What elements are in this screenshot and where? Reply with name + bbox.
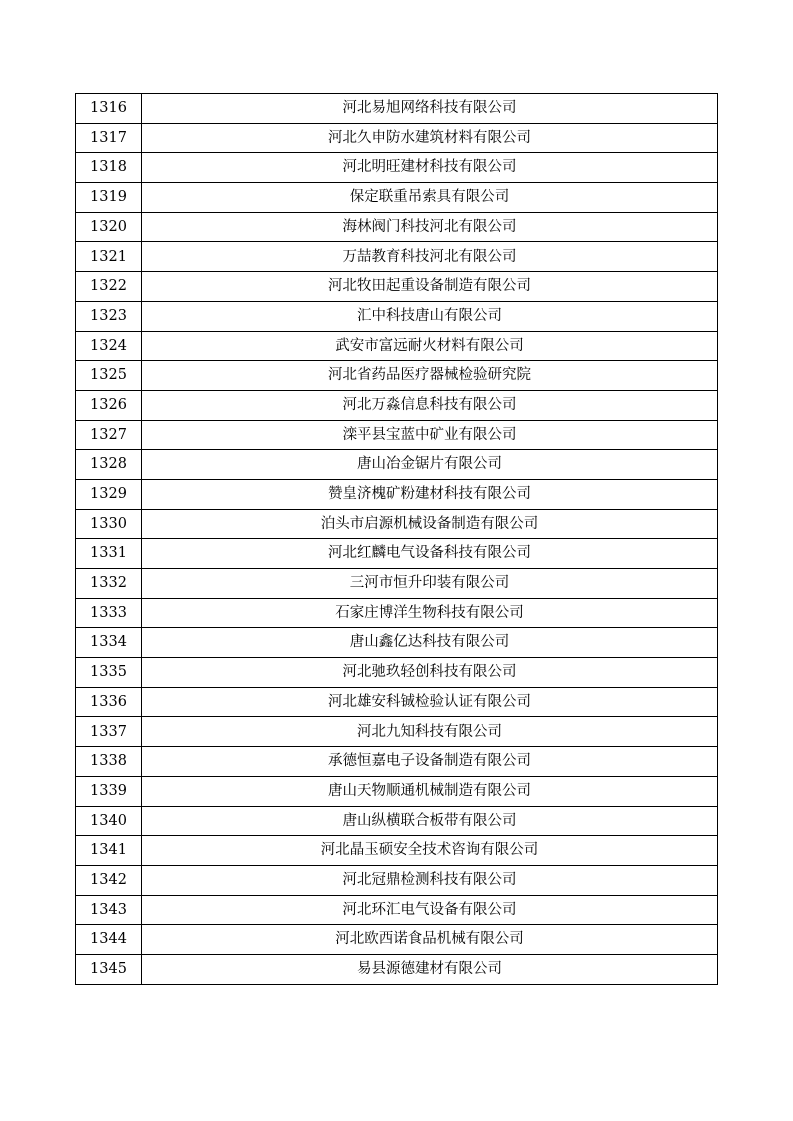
company-name: 赞皇济槐矿粉建材科技有限公司 <box>142 479 718 509</box>
company-name: 三河市恒升印装有限公司 <box>142 569 718 599</box>
table-row <box>76 509 718 539</box>
row-number: 1328 <box>76 450 142 480</box>
row-number: 1323 <box>76 301 142 331</box>
table-row <box>76 331 718 361</box>
company-name: 石家庄博洋生物科技有限公司 <box>142 598 718 628</box>
table-body <box>76 94 718 985</box>
table-row <box>76 212 718 242</box>
table-row <box>76 183 718 213</box>
table-row <box>76 390 718 420</box>
table-row <box>76 272 718 302</box>
table-row <box>76 954 718 984</box>
row-number: 1327 <box>76 420 142 450</box>
row-number: 1333 <box>76 598 142 628</box>
company-name: 河北雄安科铖检验认证有限公司 <box>142 687 718 717</box>
table-row <box>76 628 718 658</box>
table-row <box>76 806 718 836</box>
table-row <box>76 569 718 599</box>
company-name: 河北易旭网络科技有限公司 <box>142 94 718 124</box>
company-name: 保定联重吊索具有限公司 <box>142 183 718 213</box>
table-row <box>76 865 718 895</box>
table-row <box>76 123 718 153</box>
row-number: 1334 <box>76 628 142 658</box>
company-table <box>75 93 718 985</box>
company-name: 河北万淼信息科技有限公司 <box>142 390 718 420</box>
row-number: 1319 <box>76 183 142 213</box>
table-row <box>76 747 718 777</box>
row-number: 1335 <box>76 658 142 688</box>
table-row <box>76 925 718 955</box>
company-name: 河北驰玖轻创科技有限公司 <box>142 658 718 688</box>
table-row <box>76 94 718 124</box>
row-number: 1343 <box>76 895 142 925</box>
table-row <box>76 450 718 480</box>
company-name: 河北环汇电气设备有限公司 <box>142 895 718 925</box>
row-number: 1329 <box>76 479 142 509</box>
company-name: 河北晶玉硕安全技术咨询有限公司 <box>142 836 718 866</box>
company-name: 河北牧田起重设备制造有限公司 <box>142 272 718 302</box>
company-name: 海林阀门科技河北有限公司 <box>142 212 718 242</box>
row-number: 1342 <box>76 865 142 895</box>
table-row <box>76 301 718 331</box>
table-row <box>76 153 718 183</box>
table-row <box>76 658 718 688</box>
row-number: 1336 <box>76 687 142 717</box>
row-number: 1341 <box>76 836 142 866</box>
table-row <box>76 895 718 925</box>
row-number: 1344 <box>76 925 142 955</box>
row-number: 1325 <box>76 361 142 391</box>
company-name: 河北欧西诺食品机械有限公司 <box>142 925 718 955</box>
row-number: 1326 <box>76 390 142 420</box>
company-name: 滦平县宝蓝中矿业有限公司 <box>142 420 718 450</box>
company-name: 河北明旺建材科技有限公司 <box>142 153 718 183</box>
company-name: 易县源德建材有限公司 <box>142 954 718 984</box>
table-row <box>76 836 718 866</box>
table-row <box>76 776 718 806</box>
company-name: 泊头市启源机械设备制造有限公司 <box>142 509 718 539</box>
company-name: 河北红麟电气设备科技有限公司 <box>142 539 718 569</box>
company-name: 河北省药品医疗器械检验研究院 <box>142 361 718 391</box>
row-number: 1338 <box>76 747 142 777</box>
company-name: 唐山鑫亿达科技有限公司 <box>142 628 718 658</box>
table-row <box>76 361 718 391</box>
company-name: 唐山冶金锯片有限公司 <box>142 450 718 480</box>
table-row <box>76 479 718 509</box>
row-number: 1345 <box>76 954 142 984</box>
row-number: 1321 <box>76 242 142 272</box>
row-number: 1317 <box>76 123 142 153</box>
table-row <box>76 242 718 272</box>
row-number: 1339 <box>76 776 142 806</box>
row-number: 1320 <box>76 212 142 242</box>
company-name: 河北九知科技有限公司 <box>142 717 718 747</box>
row-number: 1330 <box>76 509 142 539</box>
company-name: 河北久申防水建筑材料有限公司 <box>142 123 718 153</box>
company-name: 万喆教育科技河北有限公司 <box>142 242 718 272</box>
row-number: 1332 <box>76 569 142 599</box>
table-row <box>76 687 718 717</box>
table-row <box>76 420 718 450</box>
row-number: 1331 <box>76 539 142 569</box>
row-number: 1337 <box>76 717 142 747</box>
row-number: 1324 <box>76 331 142 361</box>
row-number: 1322 <box>76 272 142 302</box>
company-name: 汇中科技唐山有限公司 <box>142 301 718 331</box>
row-number: 1316 <box>76 94 142 124</box>
company-name: 唐山纵横联合板带有限公司 <box>142 806 718 836</box>
company-name: 承德恒嘉电子设备制造有限公司 <box>142 747 718 777</box>
company-name: 武安市富远耐火材料有限公司 <box>142 331 718 361</box>
table-row <box>76 598 718 628</box>
row-number: 1340 <box>76 806 142 836</box>
table-row <box>76 717 718 747</box>
row-number: 1318 <box>76 153 142 183</box>
company-name: 唐山天物顺通机械制造有限公司 <box>142 776 718 806</box>
table-row <box>76 539 718 569</box>
company-name: 河北冠鼎检测科技有限公司 <box>142 865 718 895</box>
